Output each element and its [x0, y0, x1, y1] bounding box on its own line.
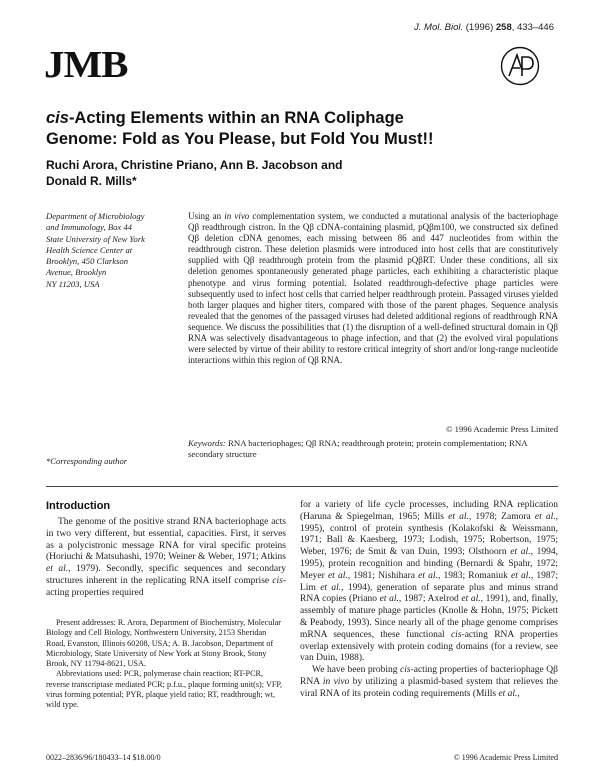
issn-line: 0022–2836/96/180433–14 $18.00/0	[46, 753, 161, 762]
journal-volume: 258	[495, 22, 512, 33]
title-line1: -Acting Elements within an RNA Coliphage	[68, 109, 404, 127]
authors-line2: Donald R. Mills*	[46, 174, 137, 188]
affiliation-line: Avenue, Brooklyn	[46, 267, 107, 278]
text-run: cis	[272, 575, 283, 586]
text-run: et al.	[498, 688, 518, 699]
text-run: in vivo	[322, 676, 350, 687]
abstract	[188, 211, 558, 366]
keywords	[188, 438, 558, 460]
jmb-logo: JMB	[44, 44, 128, 86]
journal-year: (1996)	[465, 22, 494, 33]
left-column	[46, 500, 286, 600]
text-run: et al.	[534, 511, 556, 522]
text-run: , 1991), and, finally, assembly of mature phage particles (Knolle & Hohn, 1975; Pickett & Peabody, 1993). Since nearly all of the phage genome comprises mRNA sequences, these functional	[300, 594, 559, 640]
text-run: cis	[400, 665, 411, 676]
text-run: , 1994, 1995), protein recognition and binding (Bernardi & Spahr, 1972; Meyer	[300, 547, 558, 581]
text-run: , 1987; Lim	[300, 570, 558, 593]
author-list	[46, 157, 566, 189]
text-run: et al.	[511, 570, 531, 581]
title-line2: Genome: Fold as You Please, but Fold You Must!!	[46, 130, 434, 148]
text-run: , 1978; Zamora	[468, 511, 535, 522]
abstract-text: complementation system, we conducted a mutational analysis of the bacteriophage Qβ readthrough cistron. In the Qβ cDNA-containing plasmid, pQβm100, we constructed six defined Qβ deletion cDNA genomes, each missing between 86 and 447 nucleotides from within the readthrough cistron. These deletion plasmids were introduced into host cells that are constitutively supplied with Qβ readthrough protein from the plasmid pQβRT. Under these conditions, all six deletion genomes spontaneously generated phage particles, each exhibiting a characteristic plaque phenotype and virus forming potential. Isolated readthrough-defective phage particles were subsequently used to infect host cells that carried helper readthrough protein. Passaged viruses yielded both larger plaques and higher titers, compared with those of the parent phages. Sequence analysis revealed that the genomes of the passaged viruses had deleted additional regions of readthrough RNA sequence. We discuss the possibilities that (1) the disruption of a well-defined structural domain in Qβ RNA was selectively disadvantageous to phage infection, and that (2) the evolved viral populations were selected by virtue of their ability to restore critical integrity of short and/or long-range nucleotide interactions within this region of Qβ RNA.	[188, 211, 559, 366]
abstract-italic: in vivo	[224, 211, 250, 221]
affiliation-line: Department of Microbiology	[46, 211, 145, 221]
text-run: et al.	[418, 570, 438, 581]
text-run: by utilizing a plasmid-based system that relieves the viral RNA of its protein coding requirements (Mills	[300, 676, 558, 699]
authors-line1: Ruchi Arora, Christine Priano, Ann B. Jacobson and	[46, 158, 343, 172]
introduction-heading: Introduction	[46, 500, 111, 512]
abstract-copyright: © 1996 Academic Press Limited	[445, 424, 558, 434]
abbreviations-note: Abbreviations used: PCR, polymerase chain reaction; RT-PCR, reverse transcriptase mediated PCR; p.f.u., plaque forming unit(s); VFP, virus forming potential; PYR, plaque yield ratio; RT, readthrough; wt, wild type.	[46, 669, 283, 710]
right-column	[300, 500, 558, 701]
text-run: et al.	[510, 547, 531, 558]
affiliation-line: and Immunology, Box 44	[46, 222, 132, 233]
text-run: , 1994), generation of separate plus and minus strand RNA copies (Priano	[300, 582, 559, 605]
journal-pages: , 433–446	[511, 22, 554, 33]
footnote	[46, 618, 286, 711]
text-run: , 1983; Romaniuk	[437, 570, 512, 581]
affiliation	[46, 211, 166, 290]
intro-paragraph-2	[300, 665, 558, 700]
affiliation-line: Health Science Center at	[46, 244, 133, 255]
text-run: , 1979). Secondly, specific sequences and secondary structures inherent in the replicating RNA itself comprise	[46, 564, 286, 586]
text-run: et al.	[461, 594, 481, 605]
text-run: et al.	[448, 511, 469, 522]
corresponding-author-note: *Corresponding author	[46, 456, 128, 466]
affiliation-line: State University of New York	[46, 233, 145, 244]
section-divider	[46, 486, 558, 487]
text-run: et al.	[320, 582, 342, 593]
text-run: cis	[450, 629, 462, 640]
text-run: -acting properties required	[46, 575, 286, 598]
present-addresses-note: Present addresses: R. Arora, Department of Biochemistry, Molecular Biology and Cell Biology, Northwestern University, 2153 Sheridan Road, Evanston, Illinois 60208, USA; A. B. Jacobson, Department of Microbiology, State University of New York at Stony Brook, Stony Brook, NY 11794-8621, USA.	[46, 618, 282, 669]
text-run: , 1987; Axelrod	[398, 594, 462, 605]
academic-press-logo-icon	[500, 46, 540, 86]
footer-copyright: © 1996 Academic Press Limited	[453, 753, 558, 762]
keywords-label: Keywords:	[188, 438, 226, 448]
journal-reference	[414, 22, 554, 33]
text-run: et al.	[379, 594, 399, 605]
intro-paragraph	[46, 517, 286, 600]
text-run: et al.	[46, 564, 69, 575]
keywords-text: RNA bacteriophages; Qβ RNA; readthrough protein; protein complementation; RNA secondary structure	[188, 438, 528, 459]
article-title	[46, 108, 566, 150]
intro-paragraph-continued	[300, 500, 558, 665]
text-run: ,	[517, 688, 520, 699]
journal-name: J. Mol. Biol.	[414, 22, 464, 33]
text-run: The genome of the positive strand RNA bacteriophage acts in two very different, but essential, capacities. First, it serves as a polycistronic message RNA for viral specific proteins (Horiuchi & Matsuhashi, 1970; Weiner & Weber, 1971; Atkins	[46, 517, 286, 563]
text-run: , 1981; Nishihara	[347, 570, 419, 581]
text-run: et al.	[327, 570, 348, 581]
text-run: -acting RNA properties overlap extensively with protein coding domains (for a review, see van Duin, 1988).	[300, 629, 558, 664]
text-run: for a variety of life cycle processes, including RNA replication (Haruna & Spiegelman, 1965; Mills	[300, 500, 558, 522]
abstract-text: Using an	[188, 211, 225, 221]
text-run: We have been probing	[312, 665, 401, 676]
text-run: -acting properties of bacteriophage Qβ RNA	[300, 665, 558, 687]
affiliation-line: Brooklyn, 450 Clarkson	[46, 256, 129, 267]
affiliation-line: NY 11203, USA	[46, 278, 100, 289]
text-run: , 1995), control of protein synthesis (Kolakofski & Weissmann, 1971; Ball & Kaesberg, 1973; Lodish, 1975; Robertson, 1975; Weber, 1976; de Smit & van Duin, 1993; Olsthoorn	[300, 511, 558, 558]
title-italic-part: cis	[46, 109, 69, 127]
